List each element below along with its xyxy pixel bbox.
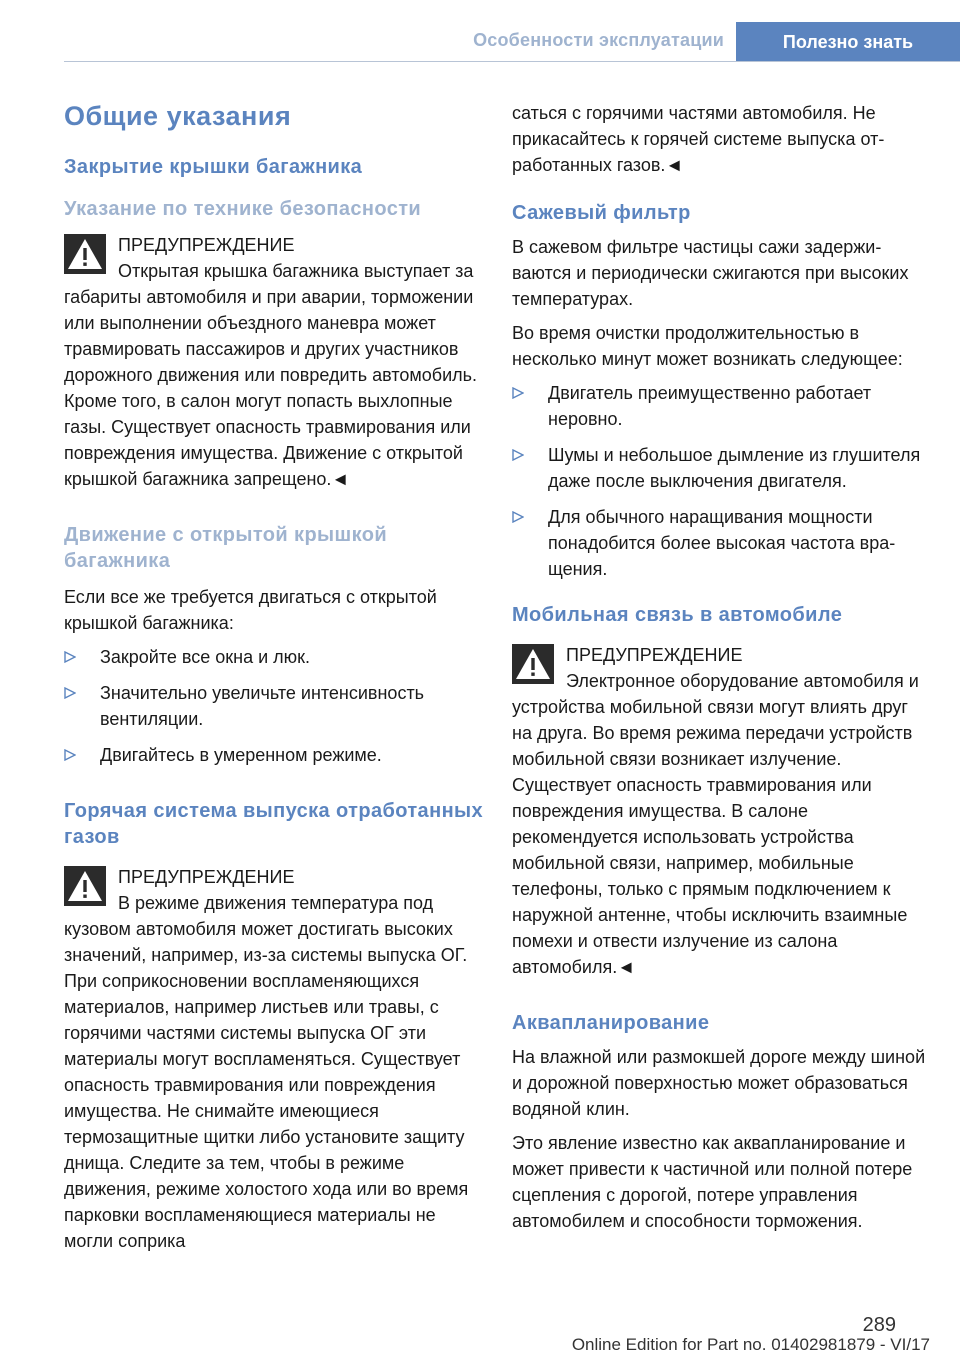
warning-icon — [64, 234, 106, 274]
warning-icon — [512, 644, 554, 684]
warning-exhaust — [64, 864, 484, 1254]
list-item: Для обычного наращивания мощности понадобится более высокая частота вращения. — [512, 504, 928, 582]
paragraph-soot-2: Во время очистки продолжительностью в несколько минут может возникать следующее: — [512, 323, 903, 369]
list-item: Шумы и небольшое дымление из глушителя даже после выключения двигателя. — [512, 442, 928, 494]
triangle-bullet-icon — [64, 687, 76, 699]
page-title: Общие указания — [64, 101, 292, 131]
paragraph-soot-1: В сажевом фильтре частицы сажи задерживаются и периодически сжигаются при высоких температурах. — [512, 237, 909, 309]
triangle-bullet-icon — [512, 387, 524, 399]
list-item: Значительно увеличьте интенсивность вентиляции. — [64, 680, 484, 732]
warning-trunk — [64, 232, 484, 492]
list-item: Закройте все окна и люк. — [64, 644, 484, 670]
warning-text: Электронное оборудование автомобиля и устройства мобильной связи могут влиять друг на друга. Во время режима передачи устройств мобильной связи возникает излучение. Существует опасность травмирования или повреждения имущества. В салоне рекомендуется использовать устройства мобильной связи, например, мобильные телефоны, только с прямым подключением к наружной антенне, чтобы исключить взаимные помехи и отвести излучение из салона автомобиля.◄ — [512, 671, 919, 977]
paragraph-driving-open-intro: Если все же требуется двигаться с открытой крышкой багажника: — [64, 587, 437, 633]
page-header — [0, 0, 960, 62]
list-item: Двигатель преимущественно работает неровно. — [512, 380, 928, 432]
paragraph-continued: саться с горячими частями автомобиля. Не прикасайтесь к горячей системе выпуска отработанных газов.◄ — [512, 103, 885, 175]
warning-icon — [64, 866, 106, 906]
heading-mobile-communication: Мобильная связь в автомобиле — [512, 604, 843, 626]
edition-note: Online Edition for Part no. 01402981879 - VI/17 — [571, 1335, 930, 1354]
heading-aquaplaning: Аквапланирование — [512, 1012, 710, 1034]
paragraph-aqua-2: Это явление известно как аквапланирование и может привести к частичной или полной потере сцепления с дорогой, потере управления автомобилем и способности торможения. — [512, 1133, 913, 1231]
heading-safety-note: Указание по технике безопасности — [64, 198, 422, 220]
list-item: Двигайтесь в умеренном режиме. — [64, 742, 484, 768]
warning-label: ПРЕДУПРЕЖДЕНИЕ — [118, 867, 295, 887]
heading-trunk-closing: Закрытие крышки багажника — [64, 156, 363, 178]
warning-label: ПРЕДУПРЕЖДЕНИЕ — [118, 235, 295, 255]
triangle-bullet-icon — [64, 651, 76, 663]
heading-driving-open-trunk: Движение с открытой крышкой багажника — [64, 524, 388, 572]
page-number: 289 — [862, 1314, 896, 1336]
warning-text: В режиме движения температура под кузовом автомобиля может достигать высоких значений, например, из-за системы выпуска ОГ. При соприкосновении воспламеняющихся материалов, например листьев или травы, с горячими частями системы выпуска ОГ эти материалы могут воспламеняться. Существует опасность травмирования или повреждения имущества. Не снимайте имеющиеся термозащитные щитки либо установите защиту днища. Следите за тем, чтобы в режиме движения, режиме холостого хода или во время парковки воспламеняющиеся материалы не могли соприка — [64, 893, 469, 1251]
list-driving-open — [64, 644, 484, 768]
paragraph-aqua-1: На влажной или размокшей дороге между шиной и дорожной поверхностью может образоваться водяной клин. — [512, 1047, 926, 1119]
list-soot — [512, 380, 928, 582]
triangle-bullet-icon — [512, 511, 524, 523]
left-column — [64, 100, 484, 1260]
header-rule — [64, 61, 960, 62]
triangle-bullet-icon — [512, 449, 524, 461]
heading-hot-exhaust: Горячая система выпуска отработанных газов — [64, 800, 484, 848]
right-column — [512, 100, 928, 1242]
header-section-title: Особенности эксплуатации — [473, 30, 724, 50]
header-tab: Полезно знать — [736, 22, 960, 62]
heading-soot-filter: Сажевый фильтр — [512, 202, 691, 224]
triangle-bullet-icon — [64, 749, 76, 761]
warning-mobile — [512, 642, 928, 980]
warning-label: ПРЕДУПРЕЖДЕНИЕ — [566, 645, 743, 665]
warning-text: Открытая крышка багажника выступает за габариты автомобиля и при аварии, торможении или выполнении объездного маневра может травмировать пассажиров и других участников дорожного движения или повредить автомобиль. Кроме того, в салон могут попасть выхлопные газы. Существует опасность травмирования или повреждения имущества. Движение с открытой крышкой багажника запрещено.◄ — [64, 261, 478, 489]
